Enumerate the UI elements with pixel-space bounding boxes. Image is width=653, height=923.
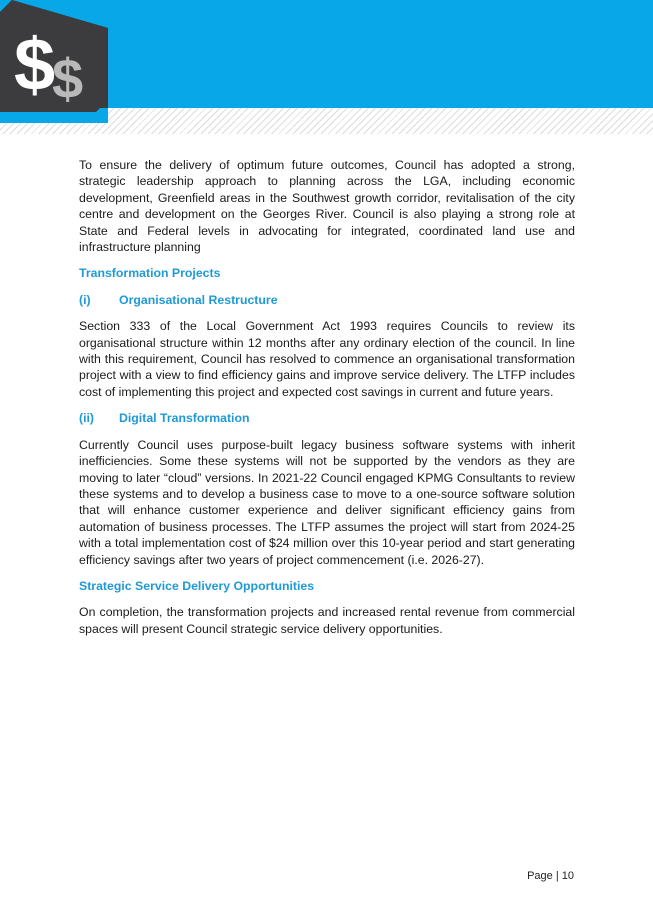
strategic-opportunities-paragraph: On completion, the transformation projects and increased rental revenue from commercial spaces will present Council strategic service delivery opportunities. [79,605,575,636]
strategic-opportunities-heading: Strategic Service Delivery Opportunities [79,578,315,593]
transformation-projects-heading: Transformation Projects [79,266,221,281]
organisational-restructure-paragraph: Section 333 of the Local Government Act 1993 requires Councils to review its organisational structure within 12 months after any ordinary election of the council. In line with this requirement, Council has resolved to commence an organisational transformation project with a view to find efficiency gains and improve service delivery. The LTFP includes cost of implementing this project and expected cost savings in current and future years. [79,319,575,399]
document-body [79,157,575,647]
dollar-logo-icon [0,0,108,123]
digital-transformation-heading [79,410,575,426]
page-number: Page | 10 [527,870,574,882]
section-number: (ii) [79,411,95,426]
digital-transformation-paragraph: Currently Council uses purpose-built legacy business software systems with inherit inefficiencies. Some these systems will not be supported by the vendors as they are moving to later “cloud” versions. In 2021-22 Council engaged KPMG Consultants to review these systems and to develop a business case to move to a one-source software solution that will enhance customer experience and deliver significant efficiency gains from automation of business processes. The LTFP assumes the project will start from 2024-25 with a total implementation cost of $24 million over this 10-year period and start generating efficiency savings after two years of project commencement (i.e. 2026-27). [79,437,575,567]
section-number: (i) [79,292,91,307]
section-title: Organisational Restructure [119,292,278,307]
intro-paragraph: To ensure the delivery of optimum future outcomes, Council has adopted a strong, strategic leadership approach to planning across the LGA, including economic development, Greenfield areas in the Southwest growth corridor, revitalisation of the city centre and development on the Georges River. Council is also playing a strong role at State and Federal levels in advocating for integrated, coordinated land use and infrastructure planning [79,158,575,255]
section-title: Digital Transformation [119,411,250,426]
organisational-restructure-heading [79,292,575,308]
svg-text:$: $ [14,23,56,106]
svg-text:$: $ [52,47,84,110]
